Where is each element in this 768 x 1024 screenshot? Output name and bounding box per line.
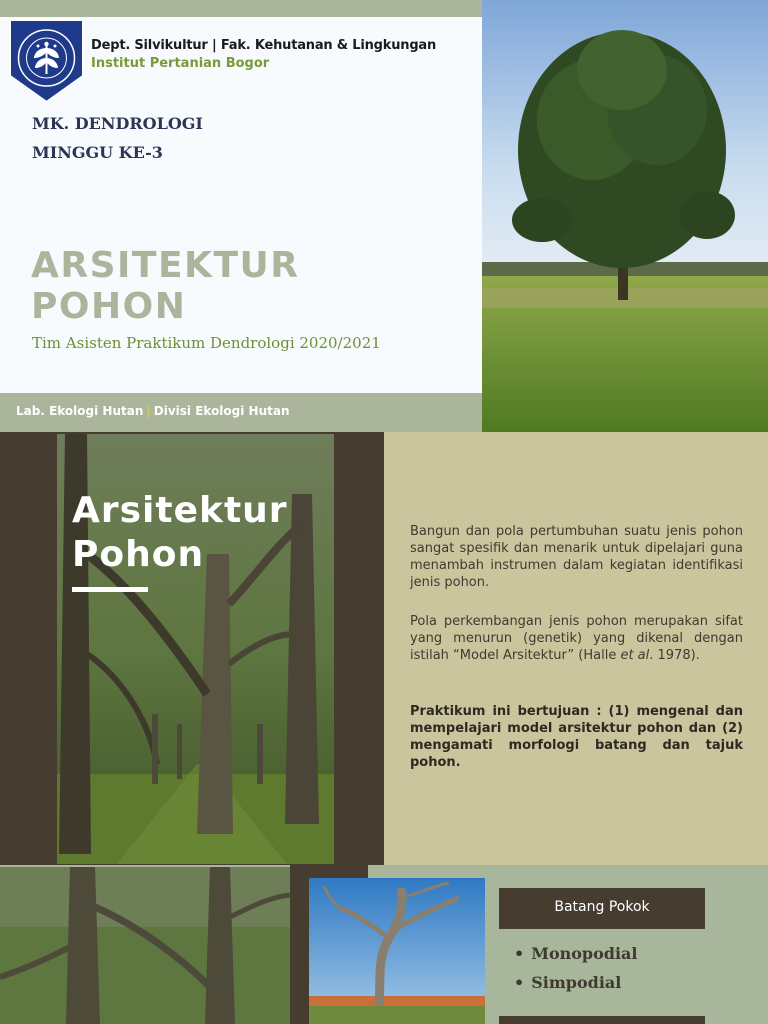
lab-name: Lab. Ekologi Hutan [16, 404, 144, 418]
slide-title-line1: ARSITEKTUR [31, 245, 300, 286]
content-slide [0, 432, 768, 865]
slide-title-line2: POHON [31, 286, 187, 327]
trunk-slide [0, 865, 768, 1024]
lab-footer-text [16, 404, 290, 418]
dead-tree-photo [309, 878, 485, 1024]
top-accent-bar [0, 0, 485, 17]
trunk-heading: Batang Pokok [554, 899, 650, 915]
division-name: Divisi Ekologi Hutan [153, 404, 290, 418]
architecture-paragraph [410, 613, 743, 664]
trunk-heading-box [499, 888, 705, 929]
section-title-line1: Arsitektur [72, 490, 288, 531]
title-underline [72, 587, 148, 592]
list-item: • Monopodial [514, 939, 638, 968]
institute-name: Institut Pertanian Bogor [91, 56, 270, 71]
week-label: MINGGU KE-3 [32, 143, 163, 162]
next-heading-box [499, 1016, 705, 1024]
architecture-text: Pola perkembangan jenis pohon merupakan sifat yang menurun (genetik) yang dikenal dengan istilah “Model Arsitektur” (Halle [410, 614, 743, 663]
ipb-seal-icon [8, 18, 85, 104]
lone-tree-photo [482, 0, 768, 432]
footer-separator: | [146, 404, 151, 418]
department-name: Dept. Silvikultur | Fak. Kehutanan & Lingkungan [91, 38, 437, 53]
lab-footer-bar [0, 393, 482, 432]
section-title-line2: Pohon [72, 534, 205, 575]
team-subtitle: Tim Asisten Praktikum Dendrologi 2020/2021 [32, 334, 381, 352]
objective-paragraph: Praktikum ini bertujuan : (1) mengenal dan mempelajari model arsitektur pohon dan (2) mengamati morfologi batang dan tajuk pohon. [410, 704, 743, 770]
citation-year: . 1978). [649, 648, 700, 663]
list-item: • Simpodial [514, 968, 638, 997]
intro-paragraph: Bangun dan pola pertumbuhan suatu jenis pohon sangat spesifik dan menarik untuk dipelajari guna menambah instrumen dalam kegiatan identifikasi jenis pohon. [410, 524, 743, 590]
citation-italic: et al [620, 648, 650, 663]
trunk-type-list [514, 939, 638, 997]
title-slide [0, 0, 768, 432]
course-name: MK. DENDROLOGI [32, 114, 203, 133]
tree-avenue-photo-partial [0, 867, 290, 1024]
